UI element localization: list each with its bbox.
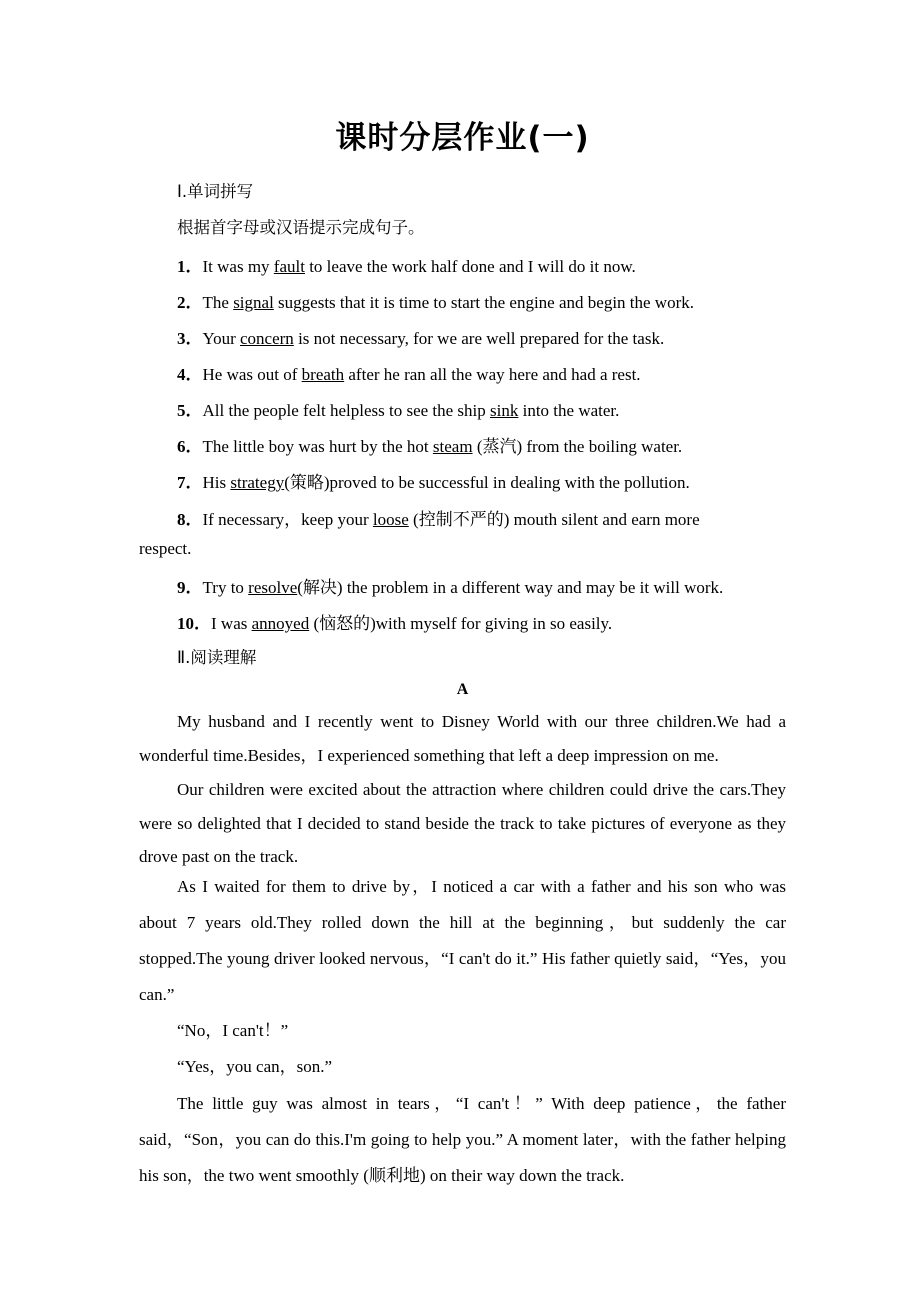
section-heading-spelling: Ⅰ.单词拼写	[177, 182, 254, 201]
spelling-item-9: 9．Try to resolve(解决) the problem in a different way and may be it will work.	[177, 578, 724, 597]
spelling-item-10: 10．I was annoyed (恼怒的)with myself for giving in so easily.	[177, 614, 613, 633]
answer-word: annoyed	[251, 614, 310, 633]
passage-paragraph-3: As I waited for them to drive by，I noticed a car with a father and his son who was about 7 years old.They rolled down the hill at the beginning，but suddenly the car stopped.The young driver looked nervous，“I can't do it.” His father quietly said，“Yes，you can.”	[139, 877, 786, 1004]
spelling-item-6: 6．The little boy was hurt by the hot steam (蒸汽) from the boiling water.	[177, 437, 683, 456]
item-number: 4．	[177, 365, 203, 384]
answer-word: breath	[301, 365, 345, 384]
spelling-item-3: 3．Your concern is not necessary, for we are well prepared for the task.	[177, 329, 665, 348]
item-number: 7．	[177, 473, 203, 492]
item-number: 6．	[177, 437, 203, 456]
item-number: 9．	[177, 578, 203, 597]
spelling-item-5: 5．All the people felt helpless to see the ship sink into the water.	[177, 401, 620, 420]
passage-paragraph-5: “Yes，you can，son.”	[177, 1057, 333, 1076]
spelling-item-2: 2．The signal suggests that it is time to start the engine and begin the work.	[177, 293, 694, 312]
item-number: 5．	[177, 401, 203, 420]
passage-paragraph-1: My husband and I recently went to Disney World with our three children.We had a wonderful time.Besides，I experienced something that left a deep impression on me.	[139, 712, 786, 765]
answer-word: steam	[432, 437, 473, 456]
passage-label: A	[456, 681, 469, 698]
passage-paragraph-6: The little guy was almost in tears，“I can't！” With deep patience，the father said，“Son，you can do this.I'm going to help you.” A moment later，with the father helping his son，the two went smoothly (顺利地) on their way down the track.	[139, 1094, 786, 1185]
answer-word: strategy	[230, 473, 285, 492]
section-heading-reading: Ⅱ.阅读理解	[177, 648, 257, 667]
passage-paragraph-2: Our children were excited about the attraction where children could drive the cars.They were so delighted that I decided to stand beside the track to take pictures of everyone as they drove past on the track.	[139, 780, 786, 866]
page-title: 课时分层作业(一)	[335, 120, 590, 156]
spelling-item-7: 7．His strategy(策略)proved to be successful in dealing with the pollution.	[177, 473, 690, 492]
section-instruction: 根据首字母或汉语提示完成句子。	[177, 218, 425, 237]
item-number: 1．	[177, 257, 203, 276]
answer-word: concern	[240, 329, 294, 348]
spelling-item-8-continuation: respect.	[139, 539, 192, 558]
answer-word: fault	[273, 257, 305, 276]
item-number: 3．	[177, 329, 203, 348]
spelling-item-8: 8．If necessary，keep your loose (控制不严的) mouth silent and earn more	[177, 510, 700, 529]
item-number: 10．	[177, 614, 211, 633]
answer-word: signal	[233, 293, 274, 312]
item-number: 2．	[177, 293, 203, 312]
spelling-item-1: 1．It was my fault to leave the work half done and I will do it now.	[177, 257, 636, 276]
spelling-item-4: 4．He was out of breath after he ran all the way here and had a rest.	[177, 365, 641, 384]
item-number: 8．	[177, 510, 203, 529]
answer-word: resolve	[248, 578, 298, 597]
answer-word: sink	[490, 401, 519, 420]
passage-paragraph-4: “No，I can't！”	[177, 1021, 289, 1040]
answer-word: loose	[372, 510, 409, 529]
